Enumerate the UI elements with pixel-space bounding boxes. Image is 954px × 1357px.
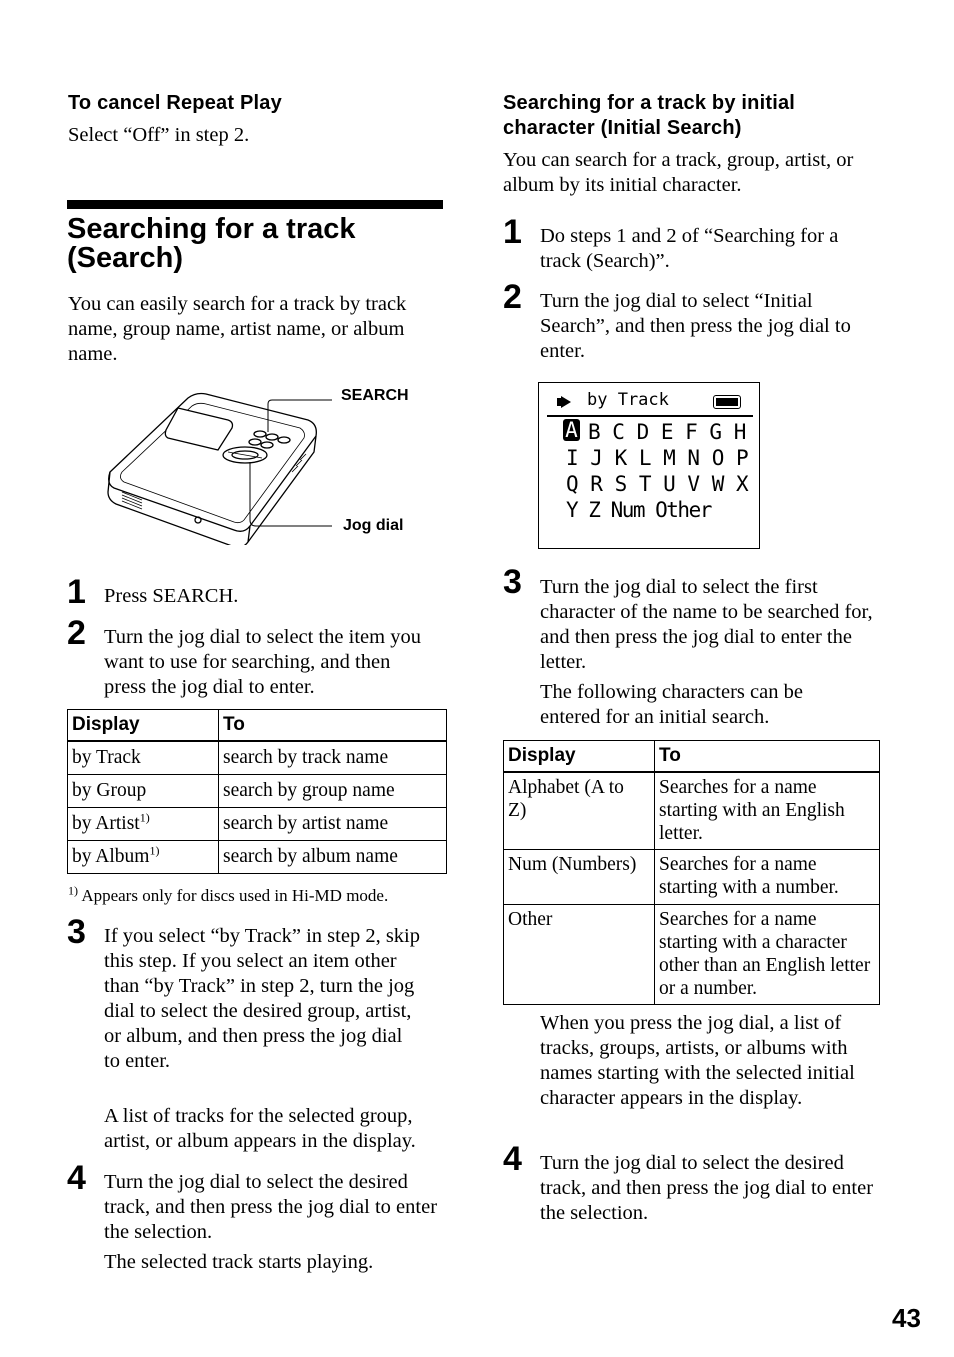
initial-chars-table — [503, 740, 880, 1005]
right-step-1-text: Do steps 1 and 2 of “Searching for a track (Search)”. — [540, 225, 839, 272]
table-cell-display: Alphabet (A to Z) — [508, 777, 624, 821]
table-row — [68, 807, 447, 840]
table-header-to: To — [655, 741, 880, 773]
left-step-2-number: 2 — [67, 614, 86, 652]
table-cell-display: by Track — [72, 747, 141, 768]
lcd-selected-letter: A — [563, 419, 580, 441]
lcd-divider — [547, 415, 753, 417]
lcd-row: Q R S T U V W X — [566, 472, 749, 496]
label-jog-dial: Jog dial — [343, 517, 404, 534]
table-cell-display: Num (Numbers) — [508, 853, 637, 875]
footnote-mark: 1) — [68, 883, 78, 898]
table-cell-to: search by track name — [223, 747, 389, 768]
left-step-1-number: 1 — [67, 573, 86, 611]
table-cell-to: search by group name — [223, 779, 395, 801]
left-step-3-note: A list of tracks for the selected group, artist, or album appears in the display. — [104, 1105, 416, 1152]
table-row — [68, 840, 447, 873]
right-step-2-text: Turn the jog dial to select “Initial Search”, and then press the jog dial to enter. — [540, 290, 851, 362]
table-cell-display: Other — [508, 908, 553, 930]
search-options-table — [67, 709, 447, 874]
battery-icon — [713, 395, 741, 409]
table-row — [68, 774, 447, 807]
footnote — [68, 885, 388, 907]
left-step-4-number: 4 — [67, 1159, 86, 1197]
left-step-3-number: 3 — [67, 913, 86, 951]
initial-search-heading: Searching for a track by initial character (Initial Search) — [503, 92, 796, 139]
footnote-text: Appears only for discs used in Hi-MD mode. — [81, 886, 389, 905]
section-title: Searching for a track (Search) — [67, 213, 356, 274]
table-row — [504, 904, 880, 1004]
right-step-4-number: 4 — [503, 1140, 522, 1178]
lcd-row: Y Z Num Other — [566, 498, 711, 522]
table-cell-display: by Album — [72, 845, 150, 867]
label-search: SEARCH — [341, 387, 409, 404]
cancel-repeat-text: Select “Off” in step 2. — [68, 124, 250, 146]
right-step-2-number: 2 — [503, 278, 522, 316]
page-number: 43 — [892, 1303, 921, 1333]
table-cell-to: search by album name — [223, 845, 398, 867]
lcd-display — [538, 382, 760, 549]
cancel-repeat-heading: To cancel Repeat Play — [68, 92, 282, 114]
table-cell-to: Searches for a name starting with a character other than an English letter or a number. — [659, 908, 871, 999]
lcd-row: B C D E F G H — [588, 420, 746, 444]
right-step-3-after: When you press the jog dial, a list of tracks, groups, artists, or albums with names starting with the selected initial character appears in the display. — [540, 1012, 855, 1109]
table-cell-to: search by artist name — [223, 812, 389, 834]
left-step-4-note: The selected track starts playing. — [104, 1251, 374, 1273]
right-step-1-number: 1 — [503, 213, 522, 251]
play-icon — [557, 395, 573, 407]
table-cell-display: by Group — [72, 779, 147, 801]
lcd-title: by Track — [587, 390, 669, 410]
left-step-2-text: Turn the jog dial to select the item you want to use for searching, and then press the jog dial to enter. — [104, 626, 421, 698]
section-intro: You can easily search for a track by track name, group name, artist name, or album name. — [68, 293, 407, 365]
left-step-1-text: Press SEARCH. — [104, 585, 239, 607]
right-step-3-text: Turn the jog dial to select the first character of the name to be searched for, and then press the jog dial to enter the letter. — [540, 576, 873, 673]
table-header-display: Display — [68, 710, 219, 742]
table-header-display: Display — [504, 741, 655, 773]
footnote-ref: 1) — [149, 843, 160, 857]
right-step-4-text: Turn the jog dial to select the desired track, and then press the jog dial to enter the selection. — [540, 1152, 874, 1224]
table-header-to: To — [219, 710, 447, 742]
footnote-ref: 1) — [139, 810, 150, 824]
lcd-row: I J K L M N O P — [566, 446, 749, 470]
right-step-3-number: 3 — [503, 563, 522, 601]
table-row — [68, 741, 447, 774]
right-step-3-note: The following characters can be entered for an initial search. — [540, 681, 803, 728]
table-row — [504, 849, 880, 904]
table-cell-to: Searches for a name starting with a number. — [659, 853, 839, 898]
table-cell-display: by Artist — [72, 812, 140, 834]
initial-search-intro: You can search for a track, group, artist, or album by its initial character. — [503, 149, 854, 196]
section-rule — [67, 200, 443, 209]
table-row — [504, 772, 880, 849]
table-cell-to: Searches for a name starting with an English letter. — [659, 777, 845, 844]
left-step-3-text: If you select “by Track” in step 2, skip this step. If you select an item other than “by Track” in step 2, turn the jog dial to select the desired group, artist, or album, and then press the jog dial to enter. — [104, 925, 420, 1072]
left-step-4-text: Turn the jog dial to select the desired track, and then press the jog dial to enter the selection. — [104, 1171, 438, 1243]
